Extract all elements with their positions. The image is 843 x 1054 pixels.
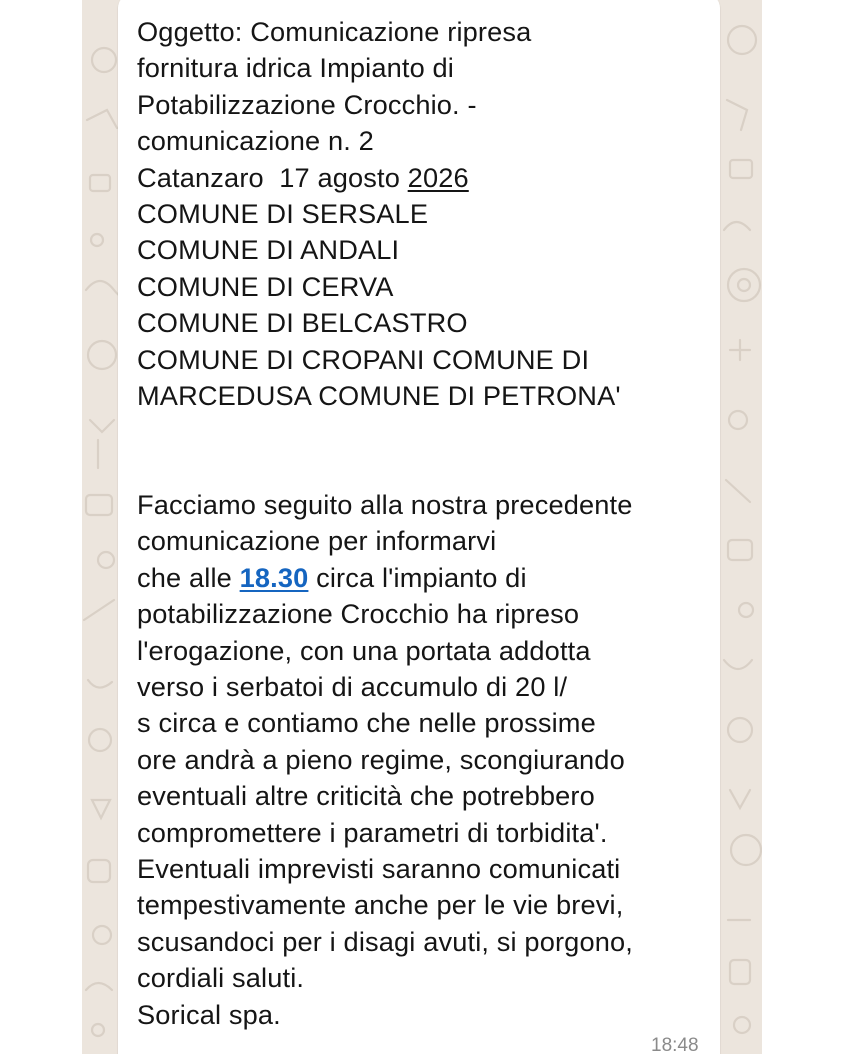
time-prefix: che alle xyxy=(137,561,240,593)
body-line: l'erogazione, con una portata addotta xyxy=(137,634,591,666)
time-line xyxy=(137,560,727,596)
body-line: eventuali altre criticità che potrebbero xyxy=(137,780,595,812)
message-timestamp: 18:48 xyxy=(651,1035,699,1054)
body-line: ore andrà a pieno regime, scongiurando xyxy=(137,743,625,775)
date-year: 2026 xyxy=(407,161,469,193)
body-line: verso i serbatoi di accumulo di 20 l/ xyxy=(137,671,568,703)
body-line: potabilizzazione Crocchio ha ripreso xyxy=(137,598,580,630)
message-text xyxy=(137,14,727,1033)
subject-line: fornitura idrica Impianto di xyxy=(137,52,455,84)
date-prefix: Catanzaro 17 agosto xyxy=(137,161,408,193)
subject-line: Oggetto: Comunicazione ripresa xyxy=(137,16,532,47)
recipient-line: COMUNE DI CERVA xyxy=(137,270,394,302)
body-line: cordiali saluti. xyxy=(137,962,305,994)
body-line: comunicazione per informarvi xyxy=(137,525,497,557)
recipient-line: COMUNE DI BELCASTRO xyxy=(137,307,468,339)
recipient-line: COMUNE DI SERSALE xyxy=(137,197,429,229)
body-line: Facciamo seguito alla nostra precedente xyxy=(137,489,633,521)
recipient-line: MARCEDUSA COMUNE DI PETRONA' xyxy=(137,379,621,411)
paragraph-gap xyxy=(137,414,727,487)
body-line: tempestivamente anche per le vie brevi, xyxy=(137,889,624,921)
signature-line: Sorical spa. xyxy=(137,998,281,1030)
body-line: s circa e contiamo che nelle prossime xyxy=(137,707,596,739)
subject-line: Potabilizzazione Crocchio. - xyxy=(137,88,477,120)
time-link[interactable]: 18.30 xyxy=(239,561,309,593)
body-line: Eventuali imprevisti saranno comunicati xyxy=(137,853,621,884)
subject-line: comunicazione n. 2 xyxy=(137,125,374,157)
date-line xyxy=(137,160,727,196)
recipient-line: COMUNE DI CROPANI COMUNE DI xyxy=(137,343,590,375)
body-line: scusandoci per i disagi avuti, si porgono, xyxy=(137,925,633,957)
time-suffix: circa l'impianto di xyxy=(308,561,527,593)
body-line: compromettere i parametri di torbidita'. xyxy=(137,816,608,848)
recipient-line: COMUNE DI ANDALI xyxy=(137,234,400,266)
